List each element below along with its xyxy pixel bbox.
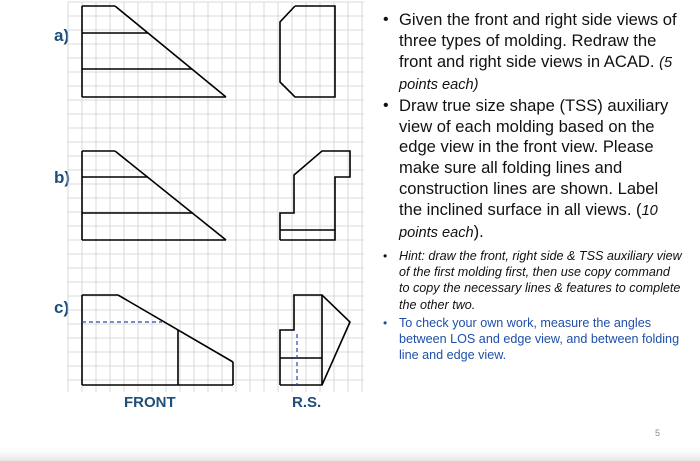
front-view-a	[82, 6, 226, 97]
front-view-c	[82, 295, 233, 385]
check-bullet: • To check your own work, measure the angles between LOS and edge view, and between folding line and edge view.	[383, 315, 683, 364]
row-label-c: c)	[54, 298, 70, 317]
instruction-bullet-tss	[383, 96, 683, 244]
drawing-grid	[68, 2, 364, 392]
points-note: (5 points each)	[399, 54, 673, 93]
instruction-close: ).	[473, 222, 484, 242]
instruction-text: Draw true size shape (TSS) auxiliary view of each molding based on the edge view in the front view. Please make sure all folding lines and construction lines are shown. Label the inclined surface in all views. (	[399, 95, 669, 220]
right-side-view-label: R.S.	[292, 394, 322, 411]
points-note: 10 points each	[399, 203, 658, 242]
right-side-view-b	[280, 151, 350, 240]
right-side-view-a	[280, 6, 335, 97]
front-view-label: FRONT	[124, 394, 176, 411]
right-side-view-c	[280, 295, 350, 385]
page-number: 5	[654, 428, 660, 438]
instruction-text: Given the front and right side views of three types of molding. Redraw the front and right side views in ACAD.	[399, 10, 677, 71]
orthographic-views-figure	[0, 0, 372, 430]
instruction-list	[383, 10, 683, 363]
hint-bullet: • Hint: draw the front, right side & TSS auxiliary view of the first molding first, then use copy command to copy the necessary lines & features to complete the other two.	[383, 248, 683, 313]
row-label-b: b)	[54, 168, 71, 187]
row-label-a: a)	[54, 26, 70, 45]
front-view-b	[82, 151, 226, 240]
instruction-bullet-redraw	[383, 10, 683, 96]
